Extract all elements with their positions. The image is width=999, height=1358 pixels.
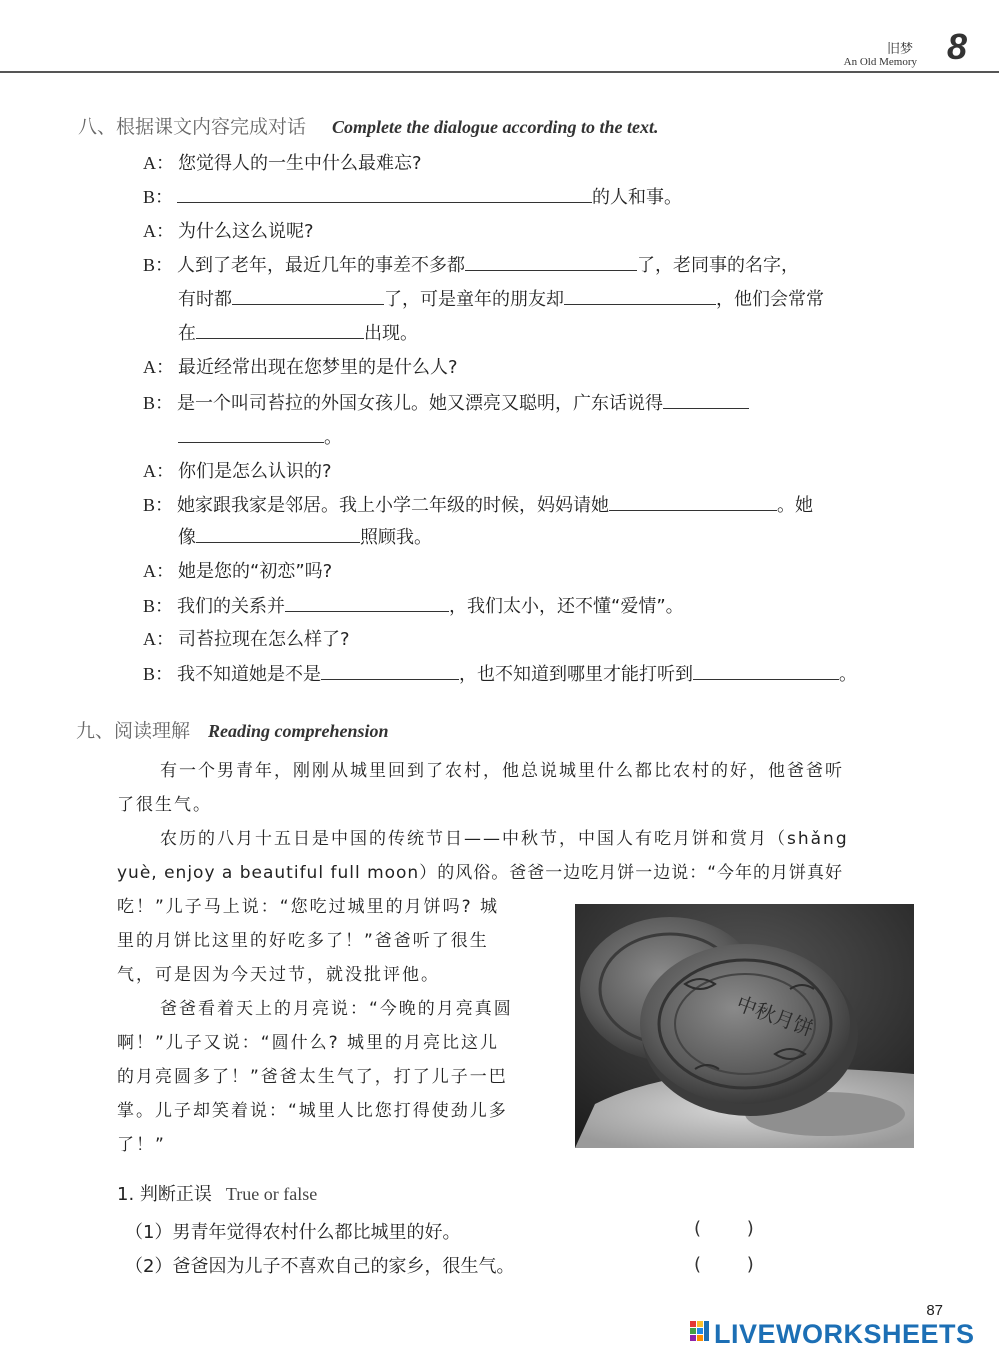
answer-blank[interactable]	[285, 589, 449, 612]
speaker-label: B：	[143, 393, 174, 413]
answer-blank[interactable]	[663, 386, 749, 409]
liveworksheets-logo-icon	[690, 1321, 710, 1345]
dialogue-text: 的人和事。	[592, 187, 683, 208]
speaker-label: A：	[143, 153, 174, 173]
answer-blank[interactable]	[196, 316, 364, 339]
dialogue-text: 在	[178, 323, 196, 344]
dialogue-text: 我们的关系并	[177, 596, 286, 617]
section-9-heading	[76, 716, 389, 743]
speaker-label: B：	[143, 495, 174, 515]
reading-line: 掌。儿子却笑着说：“城里人比您打得使劲儿多	[117, 1101, 508, 1121]
answer-blank[interactable]	[177, 180, 592, 203]
section-8-title-zh: 八、根据课文内容完成对话	[78, 116, 307, 138]
dialogue-text: 了，老同事的名字，	[637, 255, 800, 276]
mooncake-stamp-text: 中秋月饼	[733, 991, 817, 1042]
speaker-label: A：	[143, 357, 174, 377]
answer-blank[interactable]	[693, 657, 839, 680]
dialogue-line	[143, 248, 923, 283]
dialogue-text: 司苔拉现在怎么样了?	[178, 629, 350, 650]
mooncake-photo	[575, 904, 914, 1148]
dialogue-text: 你们是怎么认识的?	[178, 461, 332, 482]
dialogue-text: 。	[839, 664, 858, 685]
section-8-heading	[78, 112, 659, 139]
tf-question: （2）爸爸因为儿子不喜欢自己的家乡，很生气。	[125, 1256, 515, 1277]
dialogue-text: 像	[178, 527, 196, 548]
speaker-label: B：	[143, 596, 174, 616]
dialogue-line	[143, 146, 923, 181]
tf-answer-box[interactable]: ( )	[694, 1254, 754, 1275]
dialogue-text: 出现。	[364, 323, 418, 344]
dialogue-text: 是一个叫司苔拉的外国女孩儿。她又漂亮又聪明，广东话说得	[177, 393, 664, 414]
dialogue-line	[143, 214, 923, 249]
speaker-label: B：	[143, 664, 174, 684]
dialogue-text: ，也不知道到哪里才能打听到	[459, 664, 694, 685]
dialogue-text: ，我们太小，还不懂“爱情”。	[449, 596, 684, 617]
lesson-number: 8	[946, 26, 967, 67]
dialogue-line	[143, 350, 923, 385]
dialogue-text: ，他们会常常	[716, 289, 824, 310]
dialogue-text: 最近经常出现在您梦里的是什么人?	[178, 357, 458, 378]
answer-blank[interactable]	[321, 657, 459, 680]
question-title-zh: 1. 判断正误	[117, 1184, 212, 1205]
dialogue-text: 有时都	[178, 289, 232, 310]
answer-blank[interactable]	[178, 420, 324, 443]
dialogue-text: 她是您的“初恋”吗?	[178, 561, 333, 582]
speaker-label: A：	[143, 221, 174, 241]
section-9-title-zh: 九、阅读理解	[76, 720, 191, 742]
reading-line: 里的月饼比这里的好吃多了！”爸爸听了很生	[117, 931, 489, 951]
dialogue-continuation	[178, 316, 418, 351]
answer-blank[interactable]	[564, 282, 716, 305]
dialogue-text: 照顾我。	[360, 527, 432, 548]
dialogue-line	[143, 488, 923, 523]
dialogue-text: 为什么这么说呢?	[178, 221, 314, 242]
dialogue-continuation	[178, 420, 342, 455]
dialogue-text: 了，可是童年的朋友却	[384, 289, 564, 310]
reading-line: 爸爸看着天上的月亮说：“今晚的月亮真圆	[160, 999, 513, 1019]
dialogue-text: 我不知道她是不是	[177, 664, 322, 685]
dialogue-text: 。	[324, 427, 342, 448]
reading-line: 农历的八月十五日是中国的传统节日——中秋节，中国人有吃月饼和赏月（shǎng	[160, 829, 849, 849]
speaker-label: A：	[143, 461, 174, 481]
dialogue-line	[143, 454, 923, 489]
header-divider	[0, 71, 999, 73]
dialogue-line	[143, 589, 923, 624]
reading-line: 了很生气。	[117, 795, 212, 815]
speaker-label: B：	[143, 255, 174, 275]
answer-blank[interactable]	[196, 520, 360, 543]
dialogue-line	[143, 386, 923, 421]
dialogue-text: 您觉得人的一生中什么最难忘?	[178, 153, 422, 174]
question-heading	[117, 1180, 317, 1206]
reading-line: 吃！”儿子马上说：“您吃过城里的月饼吗? 城	[117, 897, 500, 917]
dialogue-text: 。她	[777, 495, 814, 516]
lesson-title-zh: 旧梦	[886, 42, 913, 57]
tf-answer-box[interactable]: ( )	[694, 1218, 754, 1239]
section-8-title-en: Complete the dialogue according to the text.	[332, 117, 659, 137]
dialogue-continuation	[178, 520, 432, 555]
speaker-label: B：	[143, 187, 174, 207]
question-title-en: True or false	[225, 1184, 318, 1204]
answer-blank[interactable]	[465, 248, 637, 271]
reading-line: 了！”	[117, 1135, 166, 1155]
dialogue-line	[143, 180, 923, 215]
tf-question: （1）男青年觉得农村什么都比城里的好。	[125, 1222, 461, 1243]
reading-line: 气，可是因为今天过节，就没批评他。	[117, 965, 440, 985]
reading-line: yuè, enjoy a beautiful full moon）的风俗。爸爸一边吃月饼一边说：“今年的月饼真好	[117, 863, 844, 883]
speaker-label: A：	[143, 629, 174, 649]
answer-blank[interactable]	[609, 488, 777, 511]
dialogue-line	[143, 554, 923, 589]
reading-line: 的月亮圆多了！”爸爸太生气了，打了儿子一巴	[117, 1067, 508, 1087]
dialogue-continuation	[178, 282, 824, 317]
dialogue-text: 她家跟我家是邻居。我上小学二年级的时候，妈妈请她	[177, 495, 610, 516]
liveworksheets-brand[interactable]: LIVEWORKSHEETS	[714, 1319, 975, 1349]
mooncake-illustration	[575, 904, 914, 1148]
dialogue-text: 人到了老年，最近几年的事差不多都	[177, 255, 466, 276]
reading-line: 啊！”儿子又说：“圆什么? 城里的月亮比这儿	[117, 1033, 500, 1053]
lesson-title-en: An Old Memory	[843, 56, 917, 68]
answer-blank[interactable]	[232, 282, 384, 305]
dialogue-line	[143, 622, 923, 657]
dialogue-line	[143, 657, 923, 692]
page-number: 87	[926, 1302, 943, 1319]
speaker-label: A：	[143, 561, 174, 581]
section-9-title-en: Reading comprehension	[208, 721, 389, 741]
reading-line: 有一个男青年，刚刚从城里回到了农村，他总说城里什么都比农村的好，他爸爸听	[160, 761, 844, 781]
